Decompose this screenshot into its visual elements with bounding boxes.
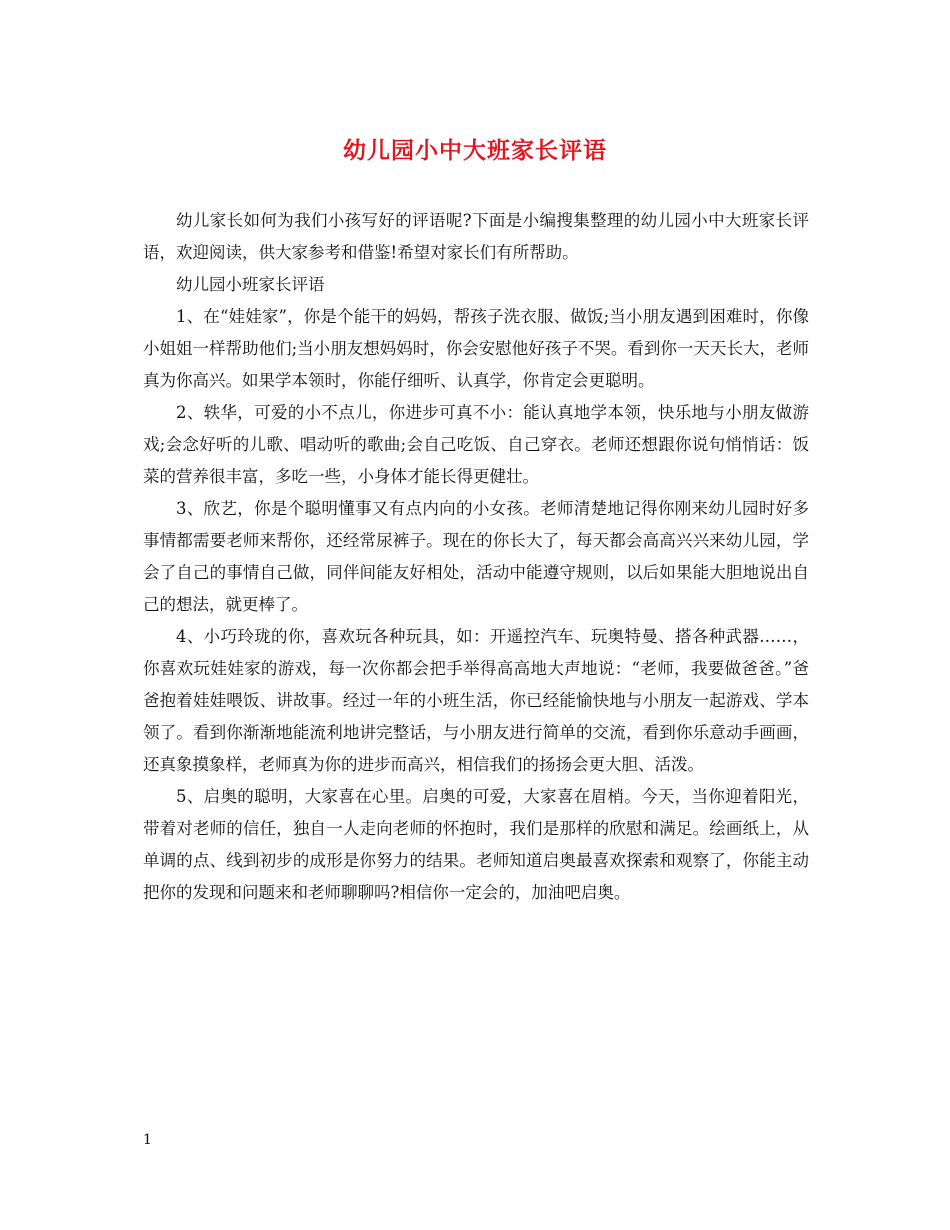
document-title: 幼儿园小中大班家长评语 (343, 137, 607, 164)
page-number: 1 (143, 1132, 152, 1148)
document-body (143, 205, 809, 909)
comment-paragraph-2: 2、轶华，可爱的小不点儿，你进步可真不小：能认真地学本领，快乐地与小朋友做游戏;会念好听的儿歌、唱动听的歌曲;会自己吃饭、自己穿衣。老师还想跟你说句悄悄话：饭菜的营养很丰富，多吃一些，小身体才能长得更健壮。 (143, 403, 809, 486)
comment-paragraph-5: 5、启奥的聪明，大家喜在心里。启奥的可爱，大家喜在眉梢。今天，当你迎着阳光，带着对老师的信任，独自一人走向老师的怀抱时，我们是那样的欣慰和满足。绘画纸上，从单调的点、线到初步的成形是你努力的结果。老师知道启奥最喜欢探索和观察了，你能主动把你的发现和问题来和老师聊聊吗?相信你一定会的，加油吧启奥。 (143, 787, 809, 902)
intro-paragraph: 幼儿家长如何为我们小孩写好的评语呢?下面是小编搜集整理的幼儿园小中大班家长评语，欢迎阅读，供大家参考和借鉴!希望对家长们有所帮助。 (143, 211, 809, 262)
comment-paragraph-1: 1、在“娃娃家”，你是个能干的妈妈，帮孩子洗衣服、做饭;当小朋友遇到困难时，你像小姐姐一样帮助他们;当小朋友想妈妈时，你会安慰他好孩子不哭。看到你一天天长大，老师真为你高兴。如果学本领时，你能仔细听、认真学，你肯定会更聪明。 (143, 307, 809, 390)
comment-paragraph-4: 4、小巧玲珑的你，喜欢玩各种玩具，如：开遥控汽车、玩奥特曼、搭各种武器……，你喜欢玩娃娃家的游戏，每一次你都会把手举得高高地大声地说：“老师，我要做爸爸。”爸爸抱着娃娃喂饭、讲故事。经过一年的小班生活，你已经能愉快地与小朋友一起游戏、学本领了。看到你渐渐地能流利地讲完整话，与小朋友进行简单的交流，看到你乐意动手画画，还真象摸象样，老师真为你的进步而高兴，相信我们的扬扬会更大胆、活泼。 (143, 627, 809, 774)
section-heading-small-class: 幼儿园小班家长评语 (176, 275, 325, 294)
comment-paragraph-3: 3、欣艺，你是个聪明懂事又有点内向的小女孩。老师清楚地记得你刚来幼儿园时好多事情都需要老师来帮你，还经常尿裤子。现在的你长大了，每天都会高高兴兴来幼儿园，学会了自己的事情自己做，同伴间能友好相处，活动中能遵守规则，以后如果能大胆地说出自己的想法，就更棒了。 (143, 499, 809, 614)
